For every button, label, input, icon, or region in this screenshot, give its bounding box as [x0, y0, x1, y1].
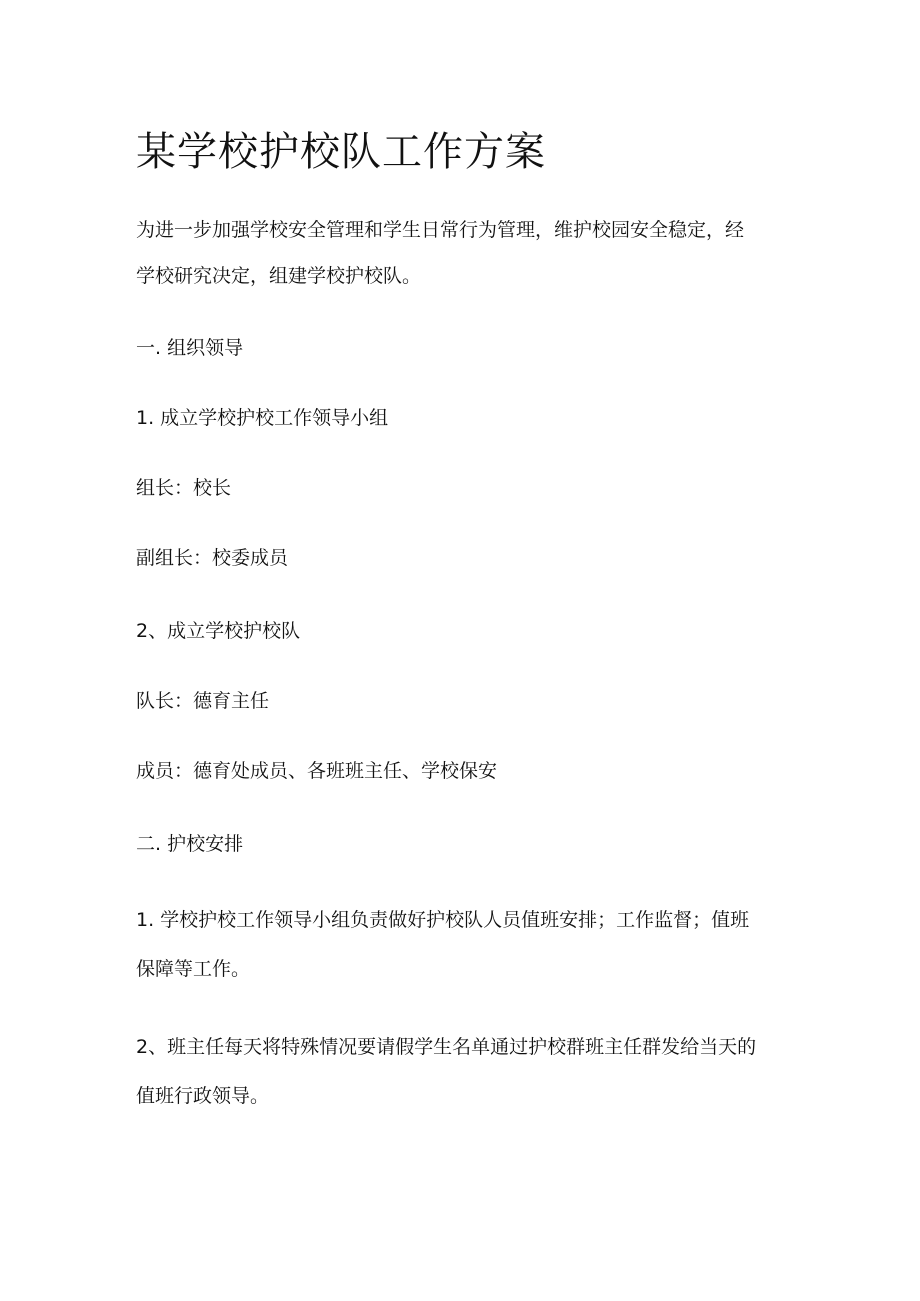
document-title: 某学校护校队工作方案	[136, 129, 546, 175]
group-leader-line: 组长：校长	[136, 477, 232, 499]
arrangement-item-2-line-1: 2、班主任每天将特殊情况要请假学生名单通过护校群班主任群发给当天的	[136, 1036, 757, 1058]
arrangement-item-2-line-2: 值班行政领导。	[136, 1085, 270, 1107]
list-item-patrol-team: 2、成立学校护校队	[136, 620, 301, 642]
section-heading-organization: 一. 组织领导	[136, 337, 244, 359]
deputy-leader-line: 副组长：校委成员	[136, 547, 289, 569]
list-item-leadership-group: 1. 成立学校护校工作领导小组	[136, 407, 389, 429]
section-heading-arrangement: 二. 护校安排	[136, 833, 244, 855]
arrangement-item-1-line-1: 1. 学校护校工作领导小组负责做好护校队人员值班安排；工作监督；值班	[136, 909, 750, 931]
team-members-line: 成员：德育处成员、各班班主任、学校保安	[136, 760, 498, 782]
team-captain-line: 队长：德育主任	[136, 690, 270, 712]
intro-paragraph-line-1: 为进一步加强学校安全管理和学生日常行为管理，维护校园安全稳定，经	[136, 219, 745, 241]
intro-paragraph-line-2: 学校研究决定，组建学校护校队。	[136, 265, 422, 287]
arrangement-item-1-line-2: 保障等工作。	[136, 958, 251, 980]
